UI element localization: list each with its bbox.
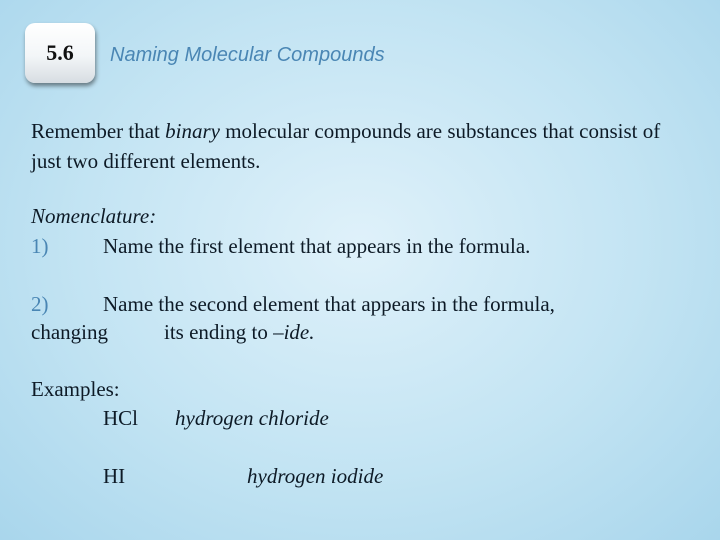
example-compound-name: hydrogen chloride <box>175 406 329 430</box>
example-formula: HI <box>103 464 126 488</box>
example-row <box>103 461 383 491</box>
section-number-badge: 5.6 <box>25 23 95 83</box>
example-compound-name: hydrogen iodide <box>247 464 384 488</box>
step-2-number: 2) <box>31 292 49 316</box>
examples-heading: Examples: <box>31 377 120 401</box>
example-row <box>103 403 329 433</box>
step-2-suffix: –ide. <box>273 320 315 344</box>
nomenclature-heading-text: Nomenclature: <box>31 204 157 228</box>
intro-text-after: molecular compounds are substances that consist of just two different elements. <box>31 119 661 173</box>
step-2-line-2-start: changing <box>31 320 108 344</box>
nomenclature-step-2 <box>31 289 555 319</box>
nomenclature-step-2-continued <box>31 317 314 347</box>
intro-paragraph <box>31 116 691 176</box>
step-1-number: 1) <box>31 234 49 258</box>
step-2-line-1: Name the second element that appears in the formula, <box>103 292 555 316</box>
intro-text-before: Remember that <box>31 119 166 143</box>
intro-emphasis: binary <box>165 119 220 143</box>
slide-title: Naming Molecular Compounds <box>110 44 385 66</box>
example-formula: HCl <box>103 406 139 430</box>
step-2-line-2-middle: its ending to <box>163 320 274 344</box>
step-1-text: Name the first element that appears in the formula. <box>103 234 531 258</box>
nomenclature-heading <box>31 201 156 231</box>
nomenclature-step-1 <box>31 231 530 261</box>
